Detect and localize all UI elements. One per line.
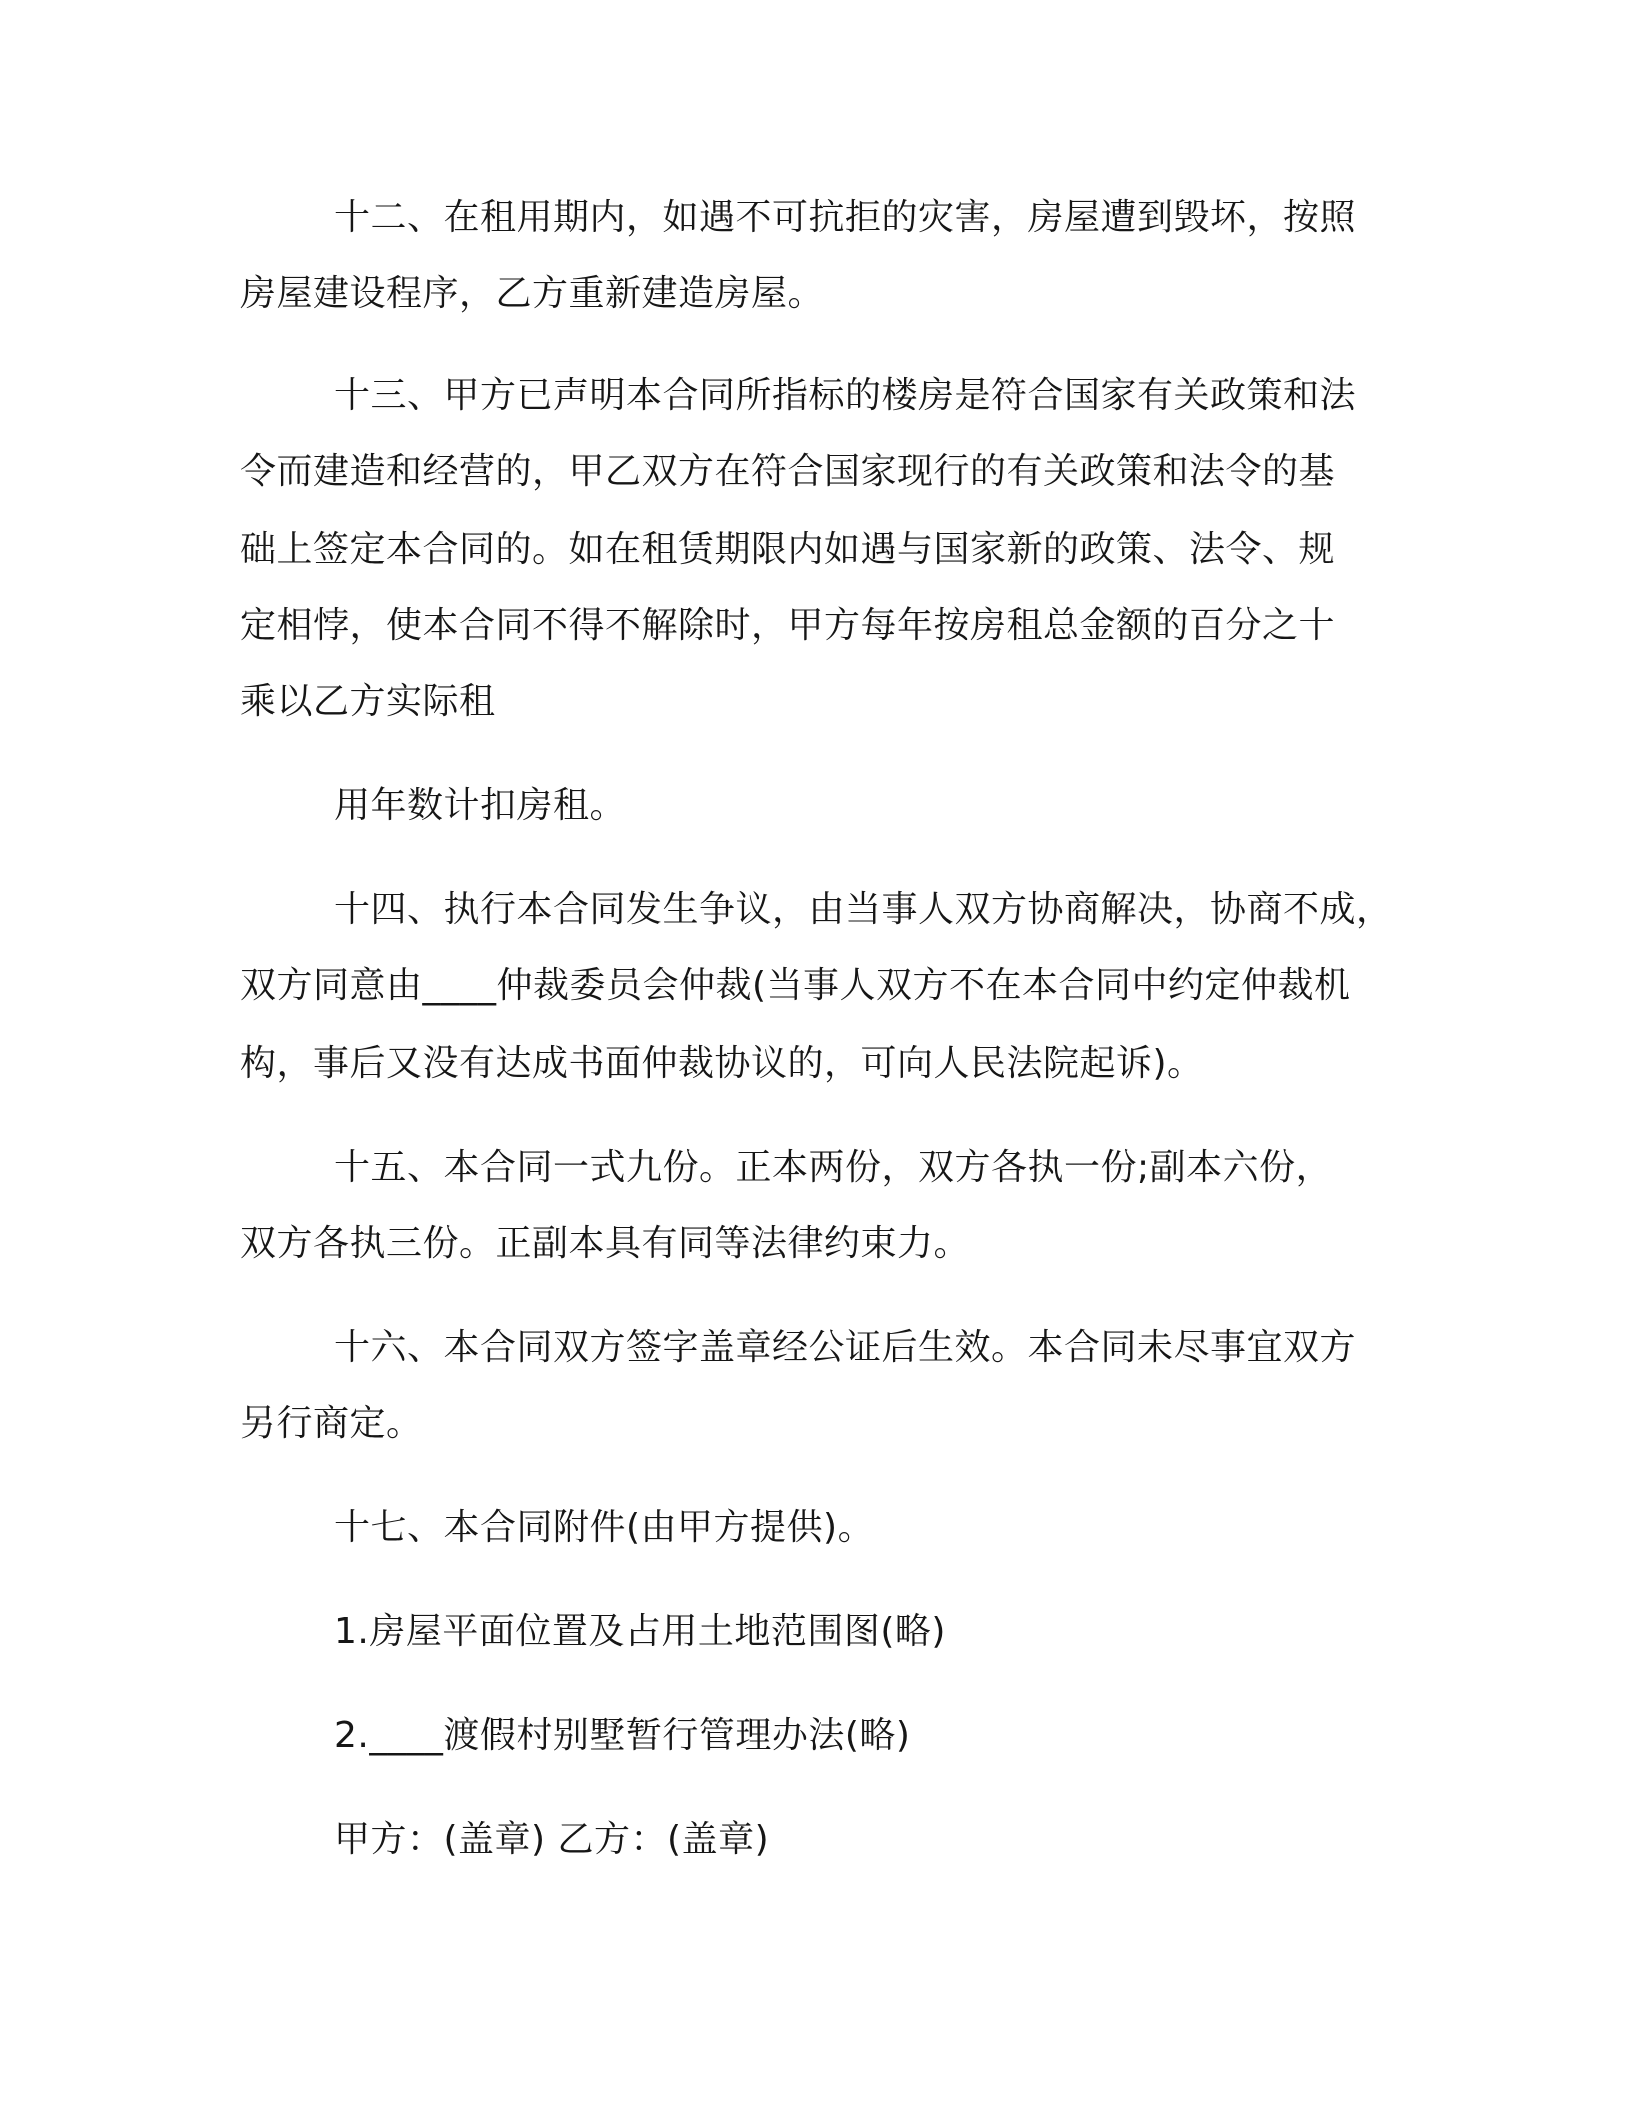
clause-12-line-2: 房屋建设程序，乙方重新建造房屋。 (240, 273, 825, 314)
clause-15-line-1: 十五、本合同一式九份。正本两份，双方各执一份;副本六份， (334, 1147, 1333, 1188)
clause-17-line-1: 十七、本合同附件(由甲方提供)。 (334, 1507, 875, 1548)
clause-14-line-2: 双方同意由____仲裁委员会仲裁(当事人双方不在本合同中约定仲裁机 (240, 965, 1351, 1006)
clause-16-line-2: 另行商定。 (240, 1403, 423, 1444)
clause-15-line-2: 双方各执三份。正副本具有同等法律约束力。 (240, 1223, 971, 1264)
clause-14-line-3: 构，事后又没有达成书面仲裁协议的，可向人民法院起诉)。 (240, 1043, 1204, 1084)
attachment-item-2: 2.____渡假村别墅暂行管理办法(略) (334, 1715, 911, 1756)
clause-13-line-4: 定相悖，使本合同不得不解除时，甲方每年按房租总金额的百分之十 (240, 605, 1336, 646)
clause-13-line-2: 令而建造和经营的，甲乙双方在符合国家现行的有关政策和法令的基 (240, 451, 1336, 492)
clause-12-line-1: 十二、在租用期内，如遇不可抗拒的灾害，房屋遭到毁坏，按照 (334, 197, 1357, 238)
clause-14-line-1: 十四、执行本合同发生争议，由当事人双方协商解决，协商不成， (334, 889, 1393, 930)
clause-13-line-5: 乘以乙方实际租 (240, 681, 496, 722)
clause-13-line-6: 用年数计扣房租。 (334, 785, 627, 826)
clause-16-line-1: 十六、本合同双方签字盖章经公证后生效。本合同未尽事宜双方 (334, 1327, 1357, 1368)
clause-13-line-3: 础上签定本合同的。如在租赁期限内如遇与国家新的政策、法令、规 (240, 529, 1336, 570)
signature-line: 甲方：(盖章) 乙方：(盖章) (334, 1819, 770, 1860)
attachment-item-1: 1.房屋平面位置及占用土地范围图(略) (334, 1611, 946, 1652)
clause-13-line-1: 十三、甲方已声明本合同所指标的楼房是符合国家有关政策和法 (334, 375, 1357, 416)
